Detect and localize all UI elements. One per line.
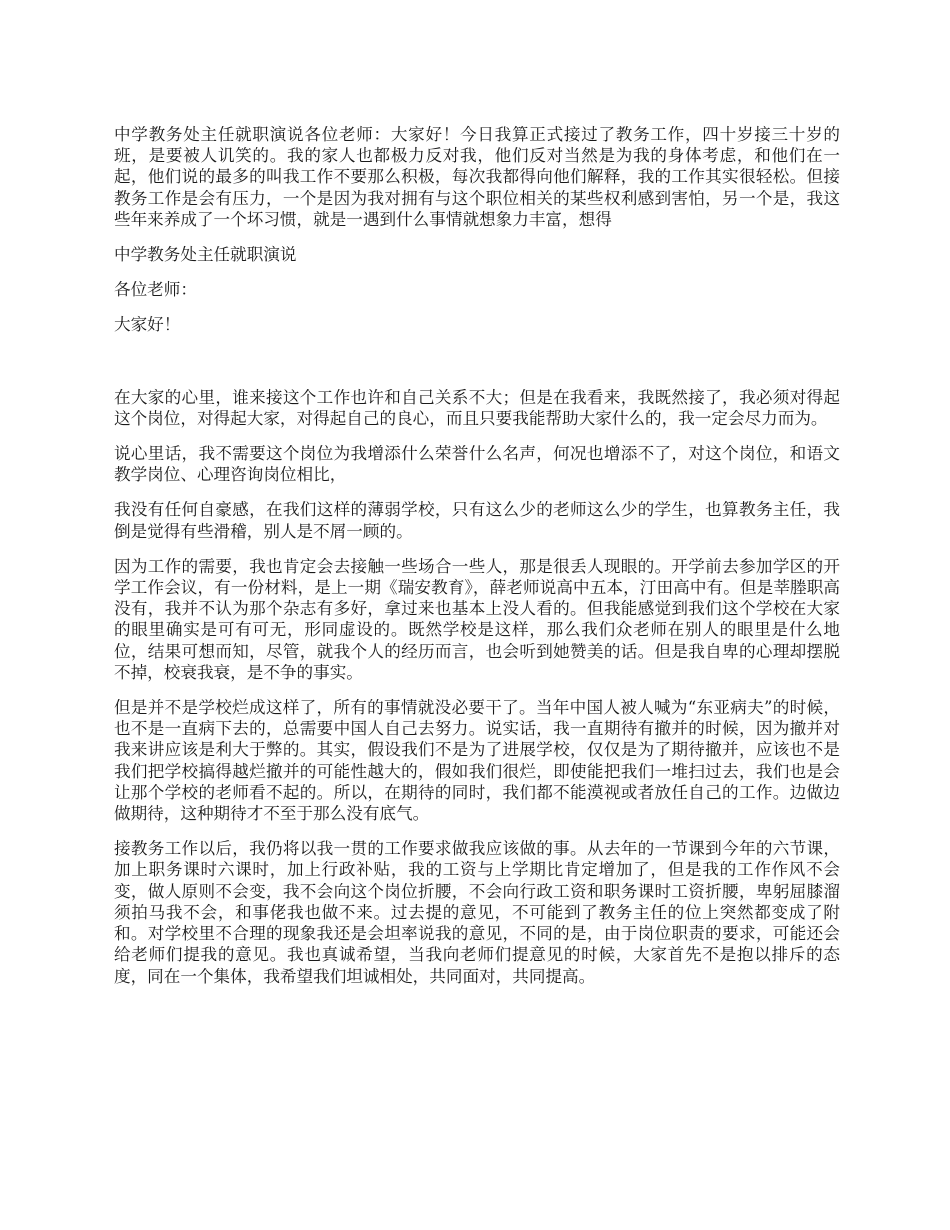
intro-paragraph: 中学教务处主任就职演说各位老师：大家好！今日我算正式接过了教务工作，四十岁接三十岁的班，是要被人讥笑的。我的家人也都极力反对我，他们反对当然是为我的身体考虑，和他们在一起，他们说的最多的叫我工作不要那么积极，每次我都得向他们解释，我的工作其实很轻松。但接教务工作是会有压力，一个是因为我对拥有与这个职位相关的某些权利感到害怕，另一个是，我这些年来养成了一个坏习惯，就是一遇到什么事情就想象力丰富，想得 <box>114 125 840 229</box>
body-paragraph: 在大家的心里，谁来接这个工作也许和自己关系不大；但是在我看来，我既然接了，我必须对得起这个岗位，对得起大家，对得起自己的良心，而且只要我能帮助大家什么的，我一定会尽力而为。 <box>114 387 840 428</box>
spacer <box>114 350 840 387</box>
greeting: 大家好！ <box>114 315 181 335</box>
salutation-teachers: 各位老师： <box>114 280 197 300</box>
speech-title: 中学教务处主任就职演说 <box>114 245 297 265</box>
body-paragraph: 说心里话，我不需要这个岗位为我增添什么荣誉什么名声，何况也增添不了，对这个岗位，和语文教学岗位、心理咨询岗位相比， <box>114 444 840 485</box>
body-paragraph: 因为工作的需要，我也肯定会去接触一些场合一些人，那是很丢人现眼的。开学前去参加学区的开学工作会议，有一份材料，是上一期《瑞安教育》，薛老师说高中五本，汀田高中有。但是莘塍职高没有，我并不认为那个杂志有多好，拿过来也基本上没人看的。但我能感觉到我们这个学校在大家的眼里确实是可有可无，形同虚设的。既然学校是这样，那么我们众老师在别人的眼里是什么地位，结果可想而知，尽管，就我个人的经历而言，也会听到她赞美的话。但是我自卑的心理却摆脱不掉，校衰我衰，是不争的事实。 <box>114 556 840 682</box>
document-body <box>114 124 840 1001</box>
body-paragraph: 但是并不是学校烂成这样了，所有的事情就没必要干了。当年中国人被人喊为“东亚病夫”的时候，也不是一直病下去的，总需要中国人自己去努力。说实话，我一直期待有撤并的时候，因为撤并对我来讲应该是利大于弊的。其实，假设我们不是为了进展学校，仅仅是为了期待撤并，应该也不是我们把学校搞得越烂撤并的可能性越大的，假如我们很烂，即使能把我们一堆扫过去，我们也是会让那个学校的老师看不起的。所以，在期待的同时，我们都不能漠视或者放任自己的工作。边做边做期待，这种期待才不至于那么没有底气。 <box>114 698 840 824</box>
body-paragraph: 接教务工作以后，我仍将以我一贯的工作要求做我应该做的事。从去年的一节课到今年的六节课，加上职务课时六课时，加上行政补贴，我的工资与上学期比肯定增加了，但是我的工作作风不会变，做人原则不会变，我不会向这个岗位折腰，不会向行政工资和职务课时工资折腰，卑躬屈膝溜须拍马我不会，和事佬我也做不来。过去提的意见，不可能到了教务主任的位上突然都变成了附和。对学校里不合理的现象我还是会坦率说我的意见，不同的是，由于岗位职责的要求，可能还会给老师们提我的意见。我也真诚希望，当我向老师们提意见的时候，大家首先不是抱以排斥的态度，同在一个集体，我希望我们坦诚相处，共同面对，共同提高。 <box>114 839 840 986</box>
body-paragraph: 我没有任何自豪感，在我们这样的薄弱学校，只有这么少的老师这么少的学生，也算教务主任，我倒是觉得有些滑稽，别人是不屑一顾的。 <box>114 500 840 541</box>
